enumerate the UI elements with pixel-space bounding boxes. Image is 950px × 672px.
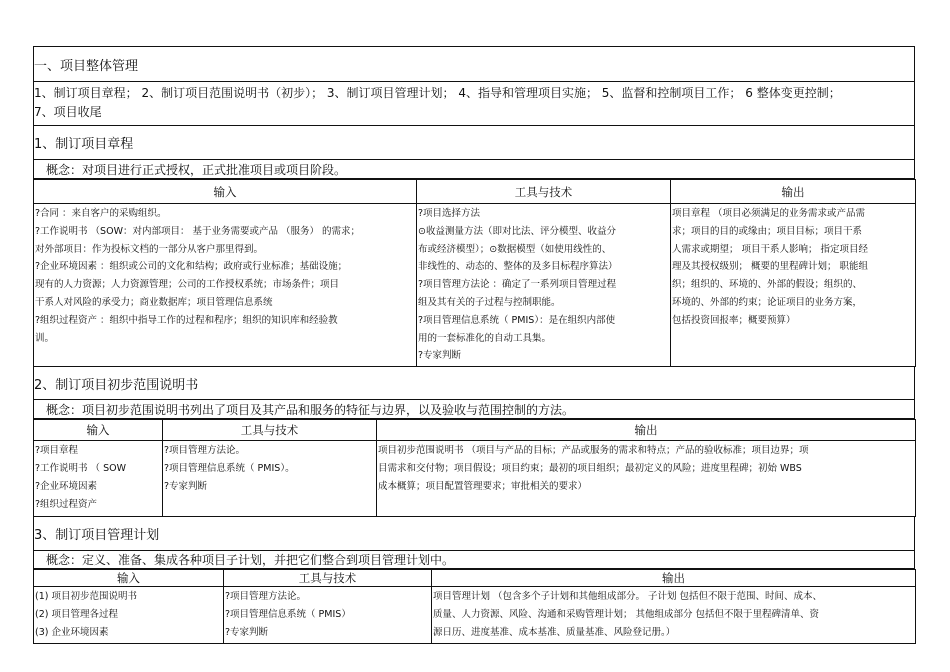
list-item: 源日历、进度基准、成本基准、质量基准、风险登记册。） — [433, 626, 676, 638]
section-2-header-input: 输入 — [34, 420, 163, 441]
section-1-inputs — [34, 204, 417, 367]
list-item: 干系人对风险的承受力；商业数据库；项目管理信息系统 — [35, 296, 273, 308]
section-1-header-input: 输入 — [34, 180, 417, 204]
section-2-header-tools: 工具与技术 — [163, 420, 377, 441]
section-2-tools — [163, 441, 377, 517]
list-item: 训。 — [35, 332, 55, 344]
document-page — [33, 46, 915, 644]
section-1-tools — [417, 204, 671, 367]
section-2-concept: 概念：项目初步范围说明书列出了项目及其产品和服务的特征与边界，以及验收与范围控制的方法。 — [46, 402, 575, 417]
section-3-header-input: 输入 — [34, 570, 224, 587]
list-item: 成本概算；项目配置管理要求；审批相关的要求） — [378, 480, 588, 492]
list-item: ?项目管理信息系统（ PMIS） — [225, 608, 351, 620]
list-item: ?企业环境因素 ：组织或公司的文化和结构；政府或行业标准；基础设施； — [35, 261, 348, 273]
list-item: ?组织过程资产 — [35, 498, 98, 510]
section-3-concept: 概念：定义、准备、集成各种项目子计划，并把它们整合到项目管理计划中。 — [46, 553, 455, 568]
section-1-concept: 概念：对项目进行正式授权，正式批准项目或项目阶段。 — [46, 162, 347, 177]
section-1-table — [33, 179, 916, 367]
list-item: 包括投资回报率；概要预算） — [672, 314, 796, 326]
section-2-concept-row — [33, 400, 915, 419]
list-item: 环境的、外部的约束；论证项目的业务方案， — [672, 296, 863, 308]
list-item: ?专家判断 — [225, 626, 269, 638]
overall-steps-line-2: 7、项目收尾 — [34, 105, 102, 119]
section-2-title-row — [33, 367, 915, 400]
overall-title: 一、项目整体管理 — [34, 58, 139, 74]
section-2-table — [33, 419, 916, 517]
overall-steps-line-1: 1、制订项目章程； 2、制订项目范围说明书（初步）； 3、制订项目管理计划； 4、指导和管理项目实施； 5、监督和控制项目工作； 6 整体变更控制； — [34, 86, 841, 100]
list-item: 项目初步范围说明书 （项目与产品的目标；产品或服务的需求和特点；产品的验收标准；项目边界；项 — [378, 445, 809, 457]
list-item: ?合同 ：来自客户的采购组织。 — [35, 208, 167, 219]
list-item: ?项目管理方法论。 — [164, 445, 246, 457]
section-1-title-row — [33, 126, 915, 160]
list-item: ?专家判断 — [164, 480, 208, 492]
section-2-header-output: 输出 — [377, 420, 916, 441]
list-item: 人需求或期望； 项目干系人影响； 指定项目经 — [672, 243, 869, 255]
section-2-inputs — [34, 441, 163, 517]
section-3-title: 3、制订项目管理计划 — [34, 528, 160, 544]
list-item: 对外部项目：作为投标文档的一部分从客户那里得到。 — [35, 243, 264, 255]
list-item: 用的一套标准化的自动工具集。 — [418, 332, 552, 344]
section-3-table — [33, 569, 916, 643]
list-item: 组及其有关的子过程与控制职能。 — [418, 296, 561, 308]
list-item: (1) 项目初步范围说明书 — [35, 591, 137, 603]
list-item: (2) 项目管理各过程 — [35, 608, 118, 620]
list-item: ?项目管理方法论 ：确定了一系列项目管理过程 — [418, 279, 617, 291]
section-3-concept-row — [33, 551, 915, 569]
list-item: 理及其授权级别； 概要的里程碑计划； 职能组 — [672, 261, 869, 273]
list-item: ?项目管理信息系统（ PMIS）：是在组织内部使 — [418, 314, 616, 326]
list-item: ?组织过程资产 ：组织中指导工作的过程和程序；组织的知识库和经验教 — [35, 314, 338, 326]
overall-steps-row — [33, 82, 915, 126]
section-3-title-row — [33, 517, 915, 551]
section-1-outputs — [671, 204, 916, 367]
list-item: ?项目管理信息系统（ PMIS）。 — [164, 462, 295, 474]
list-item: 织；组织的、环境的、外部的假设；组织的、 — [672, 279, 863, 291]
section-2-outputs — [377, 441, 916, 517]
list-item: 质量、人力资源、风险、沟通和采购管理计划； 其他组成部分 包括但不限于里程碑清单、资 — [433, 608, 820, 620]
list-item: ?项目管理方法论。 — [225, 591, 307, 603]
section-3-outputs — [432, 587, 916, 643]
list-item: 目需求和交付物；项目假设；项目约束；最初的项目组织；最初定义的风险；进度里程碑；初始 WBS — [378, 462, 802, 474]
list-item: 现有的人力资源；人力资源管理；公司的工作授权系统；市场条件；项目 — [35, 279, 340, 291]
section-1-title: 1、制订项目章程 — [34, 137, 134, 152]
section-1-concept-row — [33, 160, 915, 179]
list-item: ?项目章程 — [35, 445, 79, 457]
section-3-tools — [224, 587, 432, 643]
list-item: 项目管理计划 （包含多个子计划和其他组成部分。 子计划 包括但不限于范围、时间、成本、 — [433, 591, 823, 603]
list-item: ?项目选择方法 — [418, 208, 481, 219]
list-item: 求；项目的目的或缘由；项目目标；项目干系 — [672, 225, 863, 237]
list-item: 项目章程 （项目必须满足的业务需求或产品需 — [672, 208, 866, 219]
list-item: ?工作说明书 （SOW：对内部项目： 基于业务需要或产品 （服务） 的需求； — [35, 225, 361, 237]
list-item: ?企业环境因素 — [35, 480, 98, 492]
section-3-header-output: 输出 — [432, 570, 916, 587]
overall-title-row — [33, 46, 915, 82]
list-item: ⊙收益测量方法（即对比法、评分模型、收益分 — [418, 225, 616, 237]
section-1-header-tools: 工具与技术 — [417, 180, 671, 204]
section-1-header-output: 输出 — [671, 180, 916, 204]
section-2-title: 2、制订项目初步范围说明书 — [34, 377, 199, 393]
list-item: ?专家判断 — [418, 350, 462, 362]
list-item: 非线性的、动态的、整体的及多目标程序算法） — [418, 261, 618, 273]
list-item: ?工作说明书 （ SOW — [35, 462, 126, 474]
list-item: 布或经济模型）；⊙数据模型（如使用线性的、 — [418, 243, 612, 255]
section-3-header-tools: 工具与技术 — [224, 570, 432, 587]
section-3-inputs — [34, 587, 224, 643]
list-item: (3) 企业环境因素 — [35, 626, 109, 638]
